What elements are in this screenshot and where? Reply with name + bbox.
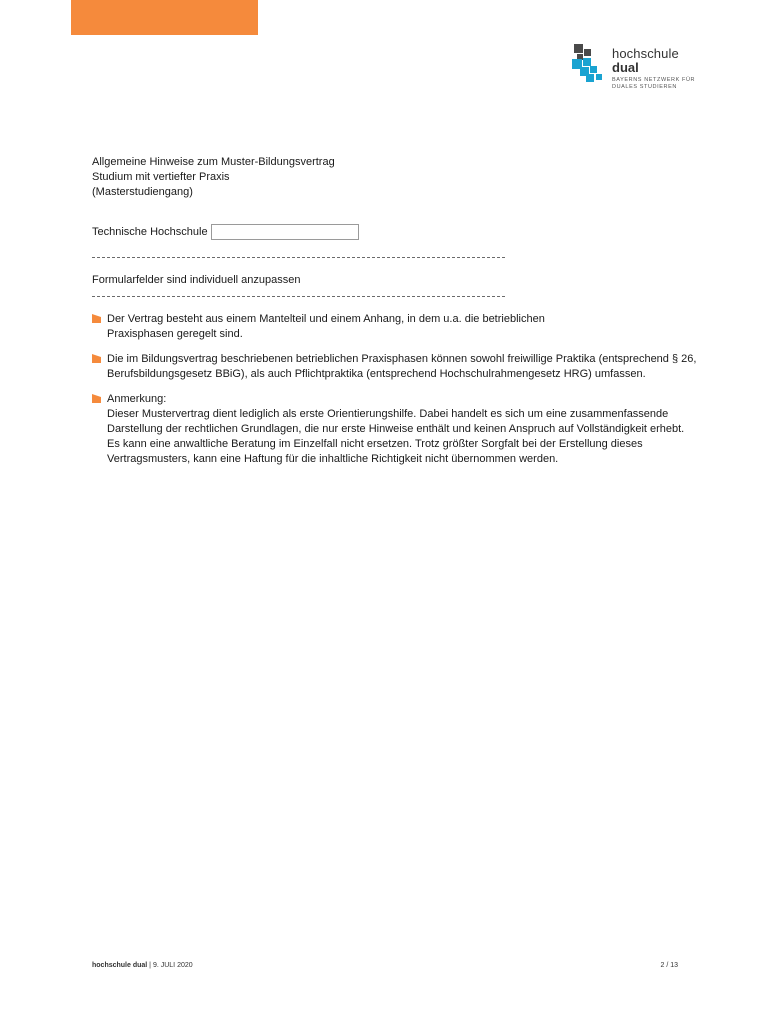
heading-line: Allgemeine Hinweise zum Muster-Bildungsvertrag	[92, 156, 335, 168]
footer-separator: |	[147, 962, 153, 969]
list-item-line: Anmerkung:	[107, 393, 167, 405]
orange-bullet-icon	[92, 394, 101, 403]
list-item-line: Praxisphasen geregelt sind.	[107, 328, 243, 340]
list-item-text	[107, 392, 692, 467]
list-item-line: Darstellung der rechtlichen Grundlagen, die nur erste Hinweise enthält und keinen Anspruch auf Vollständigkeit erhebt.	[107, 423, 685, 435]
technische-hochschule-field-row	[92, 222, 692, 242]
list-item-line: Dieser Mustervertrag dient lediglich als erste Orientierungshilfe. Dabei handelt es sich um eine zusammenfassende	[107, 408, 669, 420]
dashed-divider	[92, 296, 505, 297]
heading-line: Studium mit vertiefter Praxis	[92, 171, 230, 183]
heading-line: (Masterstudiengang)	[92, 186, 193, 198]
hochschule-dual-logo	[572, 44, 702, 96]
logo-tagline	[612, 77, 695, 91]
logo-wordmark-bottom: dual	[612, 60, 639, 75]
logo-wordmark-top: hochschule	[612, 46, 679, 61]
logo-tagline-line: BAYERNS NETZWERK FÜR	[612, 77, 696, 83]
footer-brand: hochschule dual	[92, 962, 148, 969]
page-number: 2 / 13	[660, 962, 678, 969]
hint-list	[92, 312, 697, 467]
dashed-divider	[92, 257, 505, 258]
list-item-line: Die im Bildungsvertrag beschriebenen betrieblichen Praxisphasen können sowohl freiwillige Praktika (entsprechend § 26,	[107, 353, 697, 365]
list-item	[92, 312, 692, 342]
list-item-text	[107, 352, 697, 382]
header-accent-band	[71, 0, 258, 35]
footer-left	[92, 962, 193, 969]
orange-bullet-icon	[92, 354, 101, 363]
orange-bullet-icon	[92, 314, 101, 323]
list-item-line: Es kann eine anwaltliche Beratung im Einzelfall nicht ersetzen. Trotz größter Sorgfalt bei der Erstellung dieses	[107, 438, 643, 450]
document-body	[92, 155, 697, 477]
document-heading	[92, 155, 692, 200]
technische-hochschule-input[interactable]	[211, 224, 359, 240]
list-item-line: Vertragsmusters, kann eine Haftung für die inhaltliche Richtigkeit nicht übernommen werden.	[107, 453, 559, 465]
form-fields-notice: Formularfelder sind individuell anzupassen	[92, 274, 301, 286]
list-item-line: Der Vertrag besteht aus einem Mantelteil und einem Anhang, in dem u.a. die betrieblichen	[107, 313, 545, 325]
technische-hochschule-label: Technische Hochschule	[92, 225, 208, 238]
footer-date: 9. JULI 2020	[152, 962, 193, 969]
list-item-line: Berufsbildungsgesetz BBiG), als auch Pflichtpraktika (entsprechend Hochschulrahmengesetz HRG) umfassen.	[107, 368, 646, 380]
logo-tagline-line: DUALES STUDIEREN	[612, 84, 677, 90]
list-item	[92, 352, 697, 382]
list-item	[92, 392, 692, 467]
logo-mark-icon	[572, 44, 608, 82]
list-item-text	[107, 312, 692, 342]
